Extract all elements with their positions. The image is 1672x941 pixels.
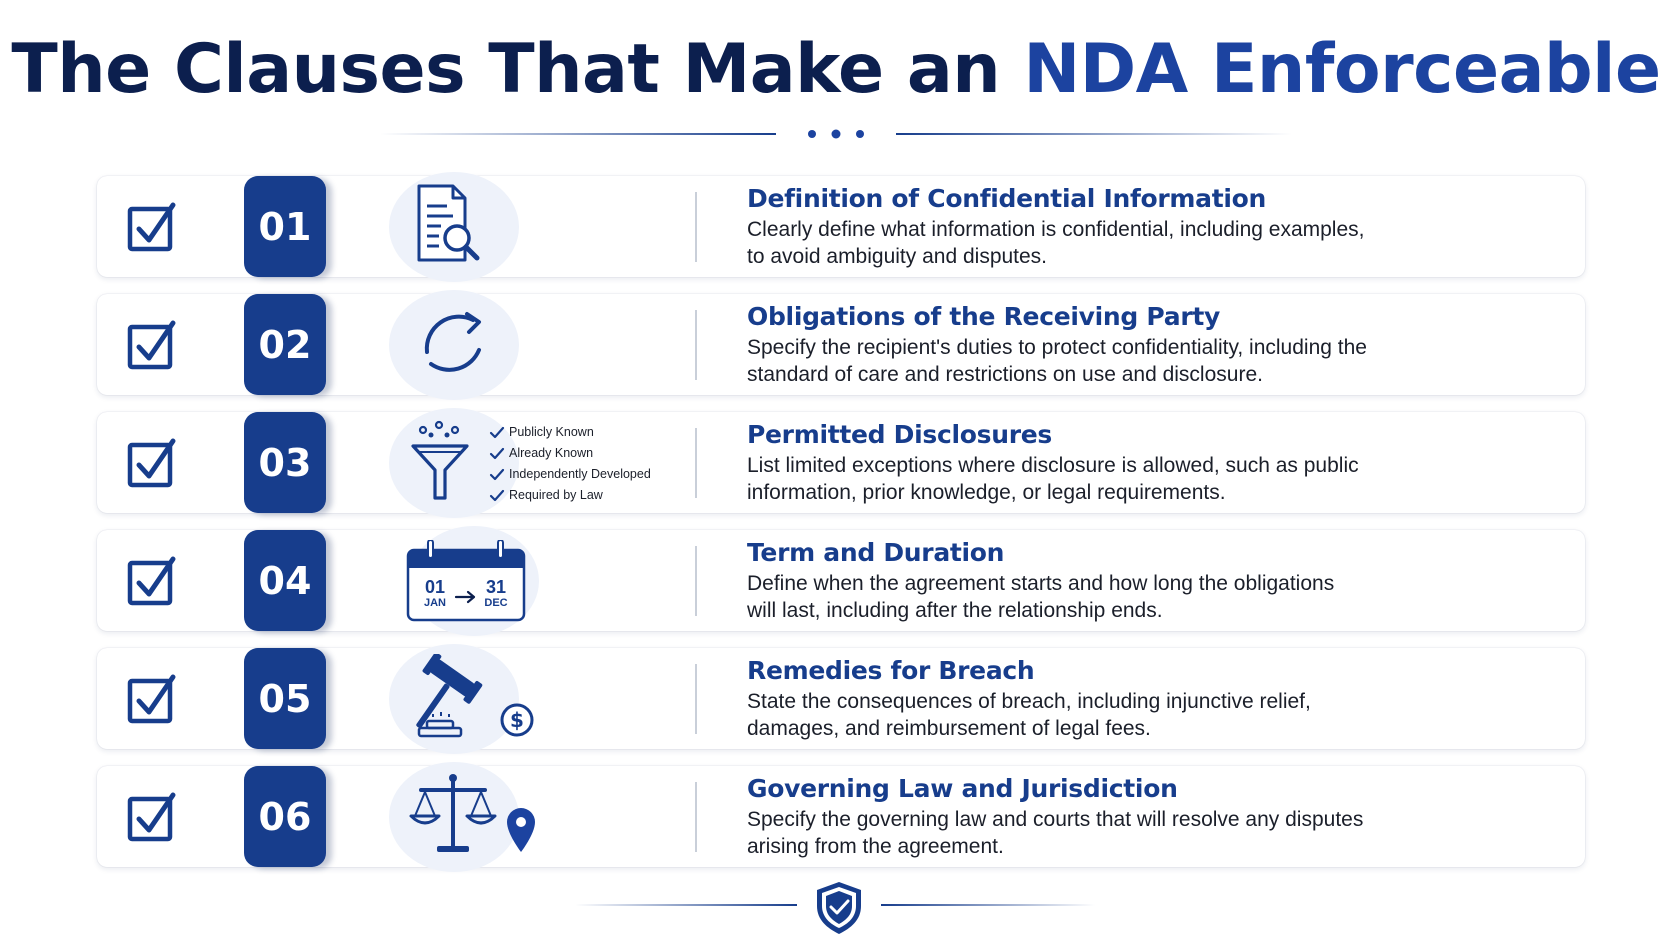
- description-line: standard of care and restrictions on use and disclosure.: [747, 363, 1263, 386]
- separator: [695, 310, 697, 380]
- clause-card-03: [97, 412, 1585, 513]
- description-line: will last, including after the relationship ends.: [747, 599, 1163, 622]
- checkbox-checked-icon: [127, 790, 181, 844]
- checkbox-checked-icon: [127, 554, 181, 608]
- calendar-end-month: DEC: [484, 597, 508, 609]
- description-line: information, prior knowledge, or legal requirements.: [747, 481, 1226, 504]
- checkbox-checked-icon: [127, 672, 181, 726]
- clause-card-05: [97, 648, 1585, 749]
- exception-label: Independently Developed: [509, 467, 651, 481]
- exception-item: [489, 464, 651, 485]
- separator: [695, 192, 697, 262]
- calendar-start-day: 01: [424, 577, 446, 597]
- description-line: Clearly define what information is confidential, including examples,: [747, 218, 1365, 241]
- description-line: arising from the agreement.: [747, 835, 1004, 858]
- check-icon: [489, 489, 505, 503]
- clause-description: [747, 688, 1467, 742]
- title-divider: [380, 122, 1292, 146]
- clause-title: Permitted Disclosures: [747, 420, 1052, 449]
- clause-description: [747, 216, 1467, 270]
- clause-description: [747, 452, 1467, 506]
- separator: [695, 546, 697, 616]
- clause-title: Governing Law and Jurisdiction: [747, 774, 1178, 803]
- description-line: damages, and reimbursement of legal fees.: [747, 717, 1151, 740]
- svg-text:$: $: [510, 708, 524, 732]
- separator: [695, 428, 697, 498]
- exception-label: Already Known: [509, 446, 594, 460]
- clause-title: Term and Duration: [747, 538, 1005, 567]
- description-line: Define when the agreement starts and how long the obligations: [747, 572, 1335, 595]
- clause-number-badge: 04: [244, 530, 326, 631]
- title-prefix: The Clauses That Make an: [11, 30, 1001, 109]
- description-line: Specify the recipient's duties to protect confidentiality, including the: [747, 336, 1367, 359]
- description-line: List limited exceptions where disclosure is allowed, such as public: [747, 454, 1359, 477]
- clause-number-badge: 05: [244, 648, 326, 749]
- clause-title: Definition of Confidential Information: [747, 184, 1267, 213]
- clause-description: [747, 806, 1467, 860]
- clause-description: [747, 570, 1467, 624]
- checkbox-checked-icon: [127, 436, 181, 490]
- exception-item: [489, 422, 651, 443]
- description-line: to avoid ambiguity and disputes.: [747, 245, 1048, 268]
- clause-number-badge: 02: [244, 294, 326, 395]
- clause-number-badge: 03: [244, 412, 326, 513]
- shield-check-icon: [817, 882, 861, 934]
- gavel-dollar-icon: [397, 654, 547, 744]
- check-icon: [489, 426, 505, 440]
- separator: [695, 664, 697, 734]
- refresh-cycle-icon: [397, 300, 547, 390]
- calendar-start-month: JAN: [423, 597, 446, 609]
- exception-item: [489, 485, 651, 506]
- clause-description: [747, 334, 1467, 388]
- clause-number-badge: 01: [244, 176, 326, 277]
- clause-card-01: [97, 176, 1585, 277]
- checkbox-checked-icon: [127, 200, 181, 254]
- checkbox-checked-icon: [127, 318, 181, 372]
- separator: [695, 782, 697, 852]
- clause-card-02: [97, 294, 1585, 395]
- clause-title: Obligations of the Receiving Party: [747, 302, 1221, 331]
- calendar-end-day: 31: [485, 577, 507, 597]
- exception-label: Required by Law: [509, 488, 603, 502]
- clause-card-06: [97, 766, 1585, 867]
- scales-location-icon: [397, 772, 547, 862]
- check-icon: [489, 447, 505, 461]
- document-search-icon: [397, 182, 547, 272]
- page-title: [0, 30, 1672, 109]
- exceptions-list: [489, 422, 651, 506]
- calendar-icon: [406, 540, 526, 622]
- footer-divider: [575, 878, 1095, 938]
- check-icon: [489, 468, 505, 482]
- clause-card-04: [97, 530, 1585, 631]
- description-line: Specify the governing law and courts that will resolve any disputes: [747, 808, 1364, 831]
- clause-number-badge: 06: [244, 766, 326, 867]
- funnel-icon: [397, 418, 487, 508]
- clause-title: Remedies for Breach: [747, 656, 1035, 685]
- description-line: State the consequences of breach, including injunctive relief,: [747, 690, 1311, 713]
- title-accent: NDA Enforceable: [1023, 30, 1661, 109]
- exception-label: Publicly Known: [509, 425, 594, 439]
- exception-item: [489, 443, 651, 464]
